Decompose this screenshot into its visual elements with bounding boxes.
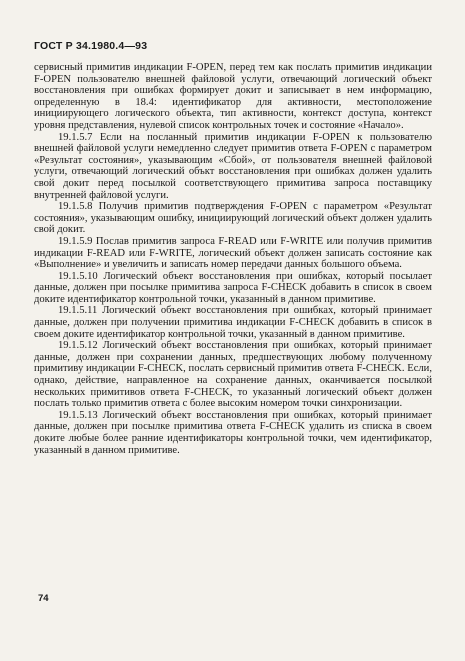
paragraph-19-1-5-10: 19.1.5.10 Логический объект восстановления при ошибках, который посылает данные, должен при посылке примитива запроса F-CHECK добавить в список в своем доките идентификатор контрольной точки, указанный в данном примитиве. bbox=[34, 270, 432, 305]
paragraph-continuation: сервисный примитив индикации F-OPEN, перед тем как послать примитив индикации F-OPEN пользователю внешней файловой услуги, отвечающий логический объект восстановления при ошибках формирует докит и записывает в нем информацию, определенную в 18.4: идентификатор для активности, местоположение инициирующего логического объекта, тип активности, контекст доступа, контекст уровня представления, нулевой список контрольных точек и состояние «Начало». bbox=[34, 62, 432, 131]
paragraph-19-1-5-7: 19.1.5.7 Если на посланный примитив индикации F-OPEN к пользователю внешней файловой услуги немедленно следует примитив ответа F-OPEN с параметром «Результат состояния», указывающим «Сбой», от пользователя внешней файловой услуги, отвечающий логический объкт восстановления при ошибках должен удалить свой докит перед посылкой соответствующего примитива запроса поставщику внутренней файловой услуги. bbox=[34, 131, 432, 201]
document-header: ГОСТ Р 34.1980.4—93 bbox=[34, 40, 148, 52]
document-body bbox=[34, 62, 432, 456]
paragraph-19-1-5-8: 19.1.5.8 Получив примитив подтверждения F-OPEN с параметром «Результат состояния», указывающим ошибку, инициирующий логический объект должен удалить свой докит. bbox=[34, 201, 432, 236]
page-number: 74 bbox=[38, 593, 49, 604]
paragraph-19-1-5-13: 19.1.5.13 Логический объект восстановления при ошибках, который принимает данные, должен при посылке примитива ответа F-CHECK удалить из списка в своем доките любые более ранние идентификаторы контрольной точки, чем идентификатор, указанный в данном примитиве. bbox=[34, 409, 432, 456]
paragraph-19-1-5-9: 19.1.5.9 Послав примитив запроса F-READ или F-WRITE или получив примитив индикации F-READ или F-WRITE, логический объект должен записать состояние как «Выполнение» и увеличить и записать номер передачи данных большого объема. bbox=[34, 235, 432, 271]
paragraph-19-1-5-11: 19.1.5.11 Логический объект восстановления при ошибках, который принимает данные, должен при получении примитива индикации F-CHECK добавить в список в своем доките идентификатор контрольной точки, указанный в данном примитиве. bbox=[34, 305, 432, 340]
paragraph-19-1-5-12: 19.1.5.12 Логический объект восстановления при ошибках, который принимает данные, должен при сохранении данных, предшествующих любому полученному примитиву индикации F-CHECK, послать сервисный примитив ответа F-CHECK. Если, однако, действие, направленное на сохранение данных, оканчивается посылкой нескольких примитивов ответа F-CHECK, то указанный логический объект должен послать только примитив ответа с более высоким номером точки синхронизации. bbox=[34, 340, 432, 410]
